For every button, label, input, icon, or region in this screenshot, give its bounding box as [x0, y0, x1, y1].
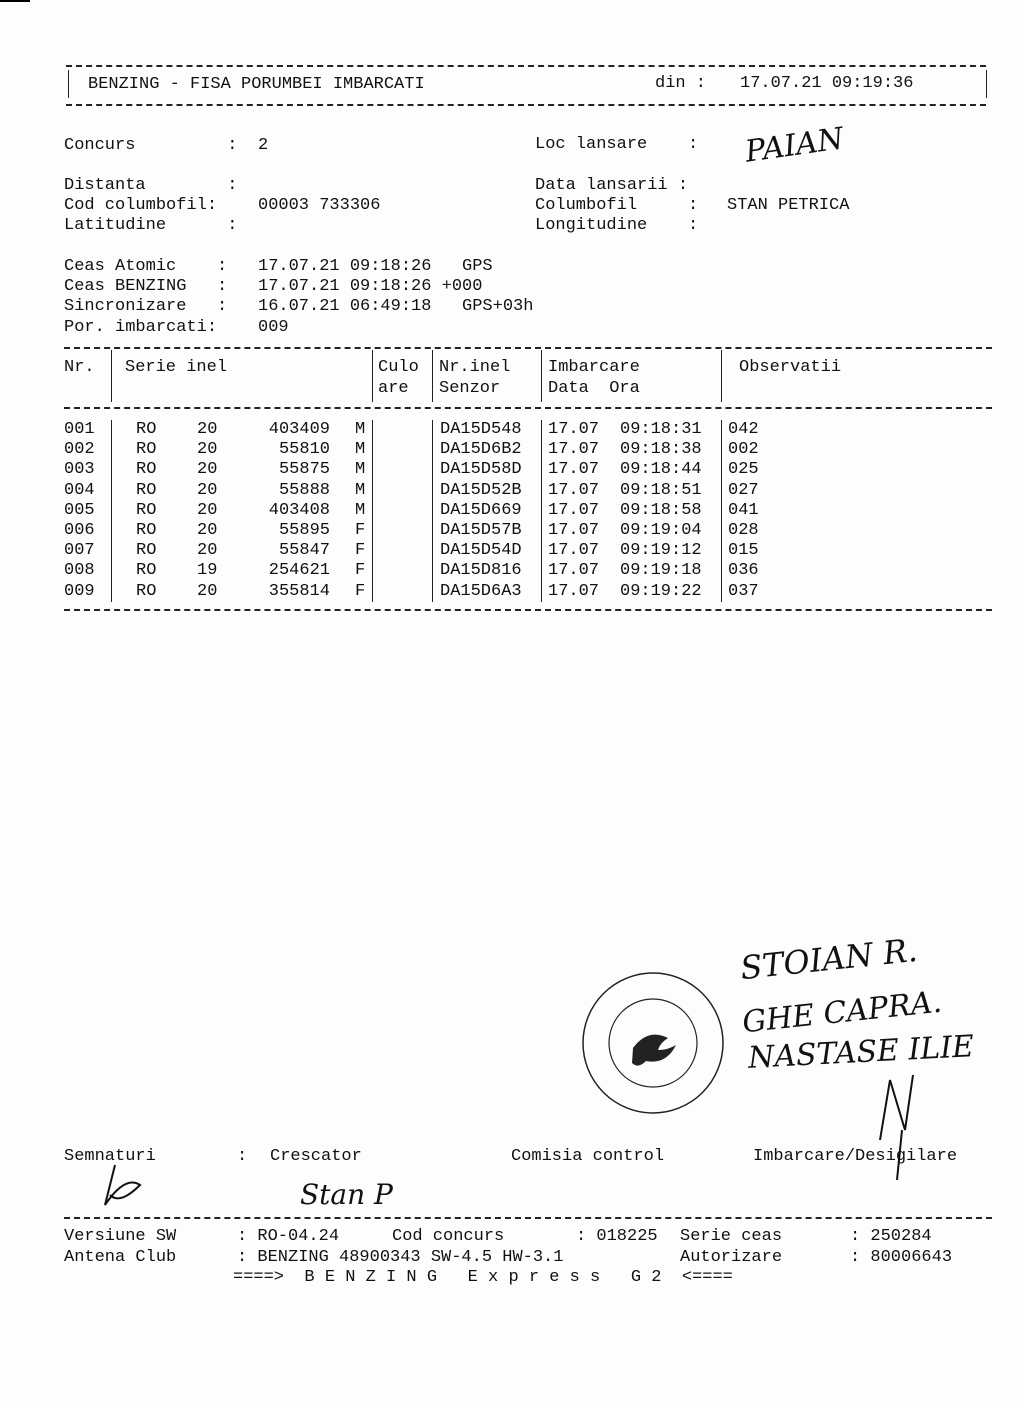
cell-data: 17.07: [548, 561, 600, 581]
cell-senzor: DA15D52B: [440, 480, 522, 500]
col-header-nr-inel: Nr.inel: [439, 358, 511, 377]
cell-senzor: DA15D816: [440, 561, 522, 581]
cell-nr: 009: [64, 581, 95, 601]
comisia-control-label: Comisia control: [511, 1147, 665, 1166]
cell-data: 17.07: [548, 500, 600, 520]
cell-nr: 007: [64, 541, 95, 561]
col-header-serie-inel: Serie inel: [125, 358, 228, 377]
cell-observatii: 025: [728, 460, 759, 480]
sincronizare-value: 16.07.21 06:49:18 GPS+03h: [258, 297, 534, 316]
cell-sex: F: [355, 541, 366, 561]
longitudine-label: Longitudine :: [535, 216, 699, 235]
cell-sex: F: [355, 521, 366, 540]
cod-concurs-label: Cod concurs: [392, 1227, 505, 1246]
cell-tara: RO: [136, 521, 157, 540]
cell-numar: 403409: [268, 420, 330, 439]
cell-ora: 09:19:18: [620, 561, 702, 581]
concurs-label: Concurs :: [64, 136, 238, 155]
ceas-atomic-label: Ceas Atomic :: [64, 257, 228, 276]
data-lansarii-label: Data lansarii :: [535, 176, 689, 195]
autorizare-label: Autorizare: [680, 1248, 783, 1267]
cell-tara: RO: [136, 500, 157, 520]
cell-data: 17.07: [548, 460, 600, 480]
cell-sex: M: [355, 420, 366, 439]
cell-data: 17.07: [548, 581, 600, 601]
cell-senzor: DA15D58D: [440, 460, 522, 480]
antena-club-value: : BENZING 48900343 SW-4.5 HW-3.1: [237, 1248, 564, 1267]
cod-concurs-value: : 018225: [576, 1227, 658, 1246]
cod-columbofil-value: 00003 733306: [258, 196, 381, 215]
cell-tara: RO: [136, 460, 157, 480]
col-header-culoare-1: Culo: [378, 358, 419, 377]
col-header-culoare-2: are: [378, 379, 409, 398]
cell-numar: 403408: [268, 500, 330, 520]
cell-tara: RO: [136, 480, 157, 500]
cell-numar: 55895: [278, 521, 330, 540]
concurs-value: 2: [258, 136, 269, 155]
cell-an: 20: [197, 480, 218, 500]
antena-club-label: Antena Club: [64, 1248, 177, 1267]
dove-icon: [632, 1035, 676, 1066]
col-header-imbarcare: Imbarcare: [548, 358, 640, 377]
header-left-border: [68, 70, 69, 98]
cell-nr: 002: [64, 440, 95, 460]
print-datetime: 17.07.21 09:19:36: [740, 74, 914, 93]
cell-tara: RO: [136, 440, 157, 460]
cell-nr: 005: [64, 500, 95, 520]
cell-numar: 355814: [268, 581, 330, 601]
club-stamp: [578, 968, 728, 1118]
cell-observatii: 041: [728, 500, 759, 520]
table-top-border: [64, 347, 992, 349]
latitudine-label: Latitudine :: [64, 216, 238, 235]
col-header-nr: Nr.: [64, 358, 95, 377]
handwritten-stoian: STOIAN R.: [738, 930, 920, 988]
cell-numar: 55875: [278, 460, 330, 480]
cell-senzor: DA15D57B: [440, 521, 522, 540]
serie-ceas-value: : 250284: [850, 1227, 932, 1246]
columbofil-value: STAN PETRICA: [727, 196, 850, 215]
cell-sex: M: [355, 500, 366, 520]
cell-numar: 55810: [278, 440, 330, 460]
col-header-senzor: Senzor: [439, 379, 501, 398]
cell-observatii: 042: [728, 420, 759, 439]
col-header-data-ora: Data Ora: [548, 379, 640, 398]
scan-corner-mark: [0, 0, 30, 10]
sincronizare-label: Sincronizare :: [64, 297, 228, 316]
header-right-border: [986, 70, 987, 98]
cell-sex: F: [355, 561, 366, 581]
columbofil-label: Columbofil :: [535, 196, 699, 215]
document-title: BENZING - FISA PORUMBEI IMBARCATI: [88, 75, 425, 94]
cell-data: 17.07: [548, 521, 600, 540]
cell-tara: RO: [136, 581, 157, 601]
cell-numar: 55888: [278, 480, 330, 500]
semnaturi-colon: :: [237, 1147, 248, 1166]
semnaturi-scribble: [95, 1160, 155, 1210]
cell-observatii: 015: [728, 541, 759, 561]
cell-ora: 09:18:38: [620, 440, 702, 460]
cell-senzor: DA15D54D: [440, 541, 522, 561]
cell-an: 20: [197, 500, 218, 520]
cell-observatii: 002: [728, 440, 759, 460]
ceas-atomic-value: 17.07.21 09:18:26 GPS: [258, 257, 493, 276]
cell-numar: 254621: [268, 561, 330, 581]
cell-senzor: DA15D669: [440, 500, 522, 520]
cell-sex: M: [355, 460, 366, 480]
cell-ora: 09:19:12: [620, 541, 702, 561]
autorizare-value: : 80006643: [850, 1248, 953, 1267]
cell-data: 17.07: [548, 440, 600, 460]
semnaturi-label: Semnaturi: [64, 1147, 156, 1166]
cell-ora: 09:18:44: [620, 460, 702, 480]
porumbei-imbarcati-value: 009: [258, 318, 289, 337]
handwritten-ghe-capra: GHE CAPRA.: [740, 984, 944, 1041]
cell-ora: 09:18:51: [620, 480, 702, 500]
cell-tara: RO: [136, 561, 157, 581]
footer-border: [64, 1217, 992, 1219]
cell-an: 20: [197, 440, 218, 460]
cell-sex: M: [355, 440, 366, 460]
cell-data: 17.07: [548, 541, 600, 561]
cell-an: 20: [197, 420, 218, 439]
cell-numar: 55847: [278, 541, 330, 561]
cell-an: 19: [197, 561, 218, 581]
cell-nr: 006: [64, 521, 95, 540]
cell-nr: 004: [64, 480, 95, 500]
cell-ora: 09:18:58: [620, 500, 702, 520]
cell-tara: RO: [136, 541, 157, 561]
ceas-benzing-label: Ceas BENZING :: [64, 277, 228, 296]
cell-an: 20: [197, 541, 218, 561]
imbarcare-desigilare-label: Imbarcare/Desigilare: [753, 1147, 958, 1166]
cell-data: 17.07: [548, 480, 600, 500]
benzing-express-banner: ====> B E N Z I N G E x p r e s s G 2 <====: [233, 1268, 733, 1287]
cell-an: 20: [197, 521, 218, 540]
cell-ora: 09:19:04: [620, 521, 702, 540]
handwritten-nastase: NASTASE ILIE: [747, 1029, 975, 1076]
cell-observatii: 037: [728, 581, 759, 601]
din-label: din :: [655, 74, 707, 93]
versiune-sw-value: : RO-04.24: [237, 1227, 340, 1246]
cod-columbofil-label: Cod columbofil:: [64, 196, 218, 215]
header-top-border: [66, 65, 986, 67]
versiune-sw-label: Versiune SW: [64, 1227, 177, 1246]
crescator-label: Crescator: [270, 1147, 362, 1166]
cell-observatii: 027: [728, 480, 759, 500]
ceas-benzing-value: 17.07.21 09:18:26 +000: [258, 277, 483, 296]
cell-ora: 09:18:31: [620, 420, 702, 439]
cell-senzor: DA15D548: [440, 420, 522, 439]
cell-nr: 008: [64, 561, 95, 581]
cell-sex: F: [355, 581, 366, 601]
cell-nr: 003: [64, 460, 95, 480]
distanta-label: Distanta :: [64, 176, 238, 195]
cell-ora: 09:19:22: [620, 581, 702, 601]
cell-tara: RO: [136, 420, 157, 439]
cell-observatii: 028: [728, 521, 759, 540]
cell-senzor: DA15D6A3: [440, 581, 522, 601]
cell-an: 20: [197, 460, 218, 480]
cell-data: 17.07: [548, 420, 600, 439]
cell-nr: 001: [64, 420, 95, 439]
handwritten-crescator-signature: Stan P: [300, 1178, 393, 1211]
cell-sex: M: [355, 480, 366, 500]
table-header-border: [64, 407, 992, 409]
serie-ceas-label: Serie ceas: [680, 1227, 783, 1246]
loc-lansare-label: Loc lansare :: [535, 135, 699, 154]
table-bottom-border: [64, 609, 992, 611]
header-bottom-border: [66, 104, 986, 106]
cell-senzor: DA15D6B2: [440, 440, 522, 460]
cell-an: 20: [197, 581, 218, 601]
porumbei-imbarcati-label: Por. imbarcati:: [64, 318, 218, 337]
loc-lansare-handwritten: PAIAN: [743, 121, 846, 170]
col-header-observatii: Observatii: [739, 358, 842, 377]
cell-observatii: 036: [728, 561, 759, 581]
